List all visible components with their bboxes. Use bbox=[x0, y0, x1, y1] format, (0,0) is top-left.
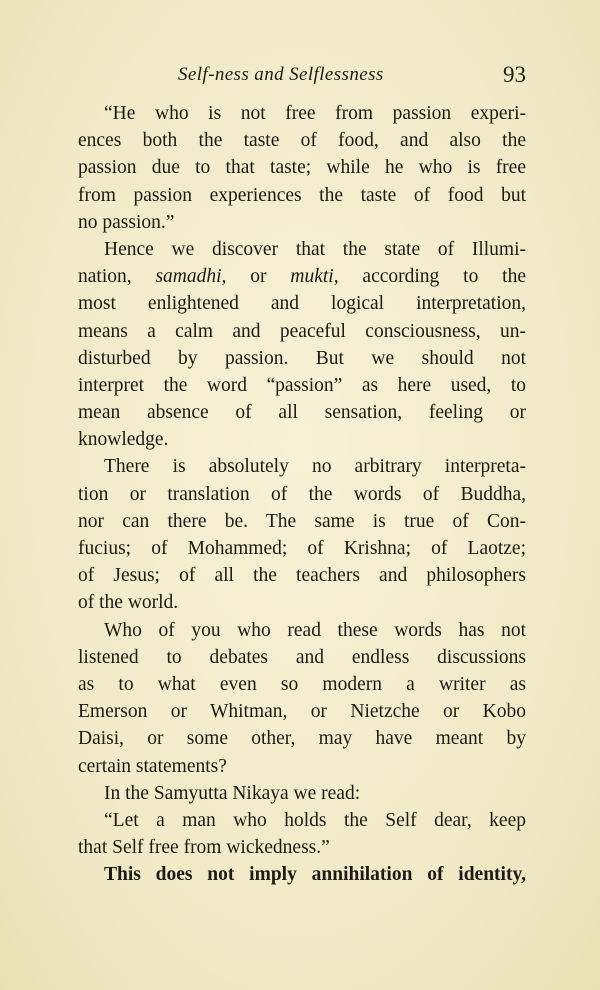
text-line: passion due to that taste; while he who is free bbox=[78, 157, 526, 179]
text-line: means a calm and peaceful consciousness, un- bbox=[78, 320, 526, 342]
text-line: of Jesus; of all the teachers and philosophers bbox=[78, 565, 526, 587]
text-line: This does not imply annihilation of identity, bbox=[104, 864, 526, 886]
running-title: Self-ness and Selflessness bbox=[178, 64, 384, 85]
body-text bbox=[78, 100, 526, 888]
text-line: Daisi, or some other, may have meant by bbox=[78, 728, 526, 750]
text-line: “He who is not free from passion experi- bbox=[104, 103, 526, 124]
text-line: mean absence of all sensation, feeling or bbox=[78, 402, 526, 424]
text-line: that Self free from wickedness.” bbox=[78, 837, 330, 859]
text-line: Emerson or Whitman, or Nietzche or Kobo bbox=[78, 701, 526, 723]
text-line: listened to debates and endless discussions bbox=[78, 646, 526, 668]
text-line: In the Samyutta Nikaya we read: bbox=[104, 782, 361, 804]
text-line: tion or translation of the words of Buddha, bbox=[78, 483, 526, 505]
text-line: nor can there be. The same is true of Con- bbox=[78, 510, 526, 532]
text-line: of the world. bbox=[78, 592, 179, 614]
page-header bbox=[78, 58, 526, 92]
page-number: 93 bbox=[503, 62, 526, 87]
text-line: nation, samadhi, or mukti, according to the bbox=[78, 266, 526, 288]
text-line: most enlightened and logical interpretation, bbox=[78, 293, 526, 315]
text-line: “Let a man who holds the Self dear, keep bbox=[104, 809, 526, 831]
text-line: disturbed by passion. But we should not bbox=[78, 347, 526, 369]
text-line: There is absolutely no arbitrary interpreta- bbox=[104, 456, 526, 478]
text-line: from passion experiences the taste of food but bbox=[78, 184, 526, 206]
text-line: certain statements? bbox=[78, 755, 227, 777]
text-line: fucius; of Mohammed; of Krishna; of Laotze; bbox=[78, 538, 526, 559]
text-line: Hence we discover that the state of Illumi- bbox=[104, 238, 526, 260]
text-line: interpret the word “passion” as here used, to bbox=[78, 374, 526, 396]
text-line: no passion.” bbox=[78, 211, 175, 233]
text-line: as to what even so modern a writer as bbox=[78, 673, 526, 695]
text-line: knowledge. bbox=[78, 429, 169, 451]
text-line: Who of you who read these words has not bbox=[104, 619, 526, 641]
text-line: ences both the taste of food, and also the bbox=[78, 130, 526, 152]
